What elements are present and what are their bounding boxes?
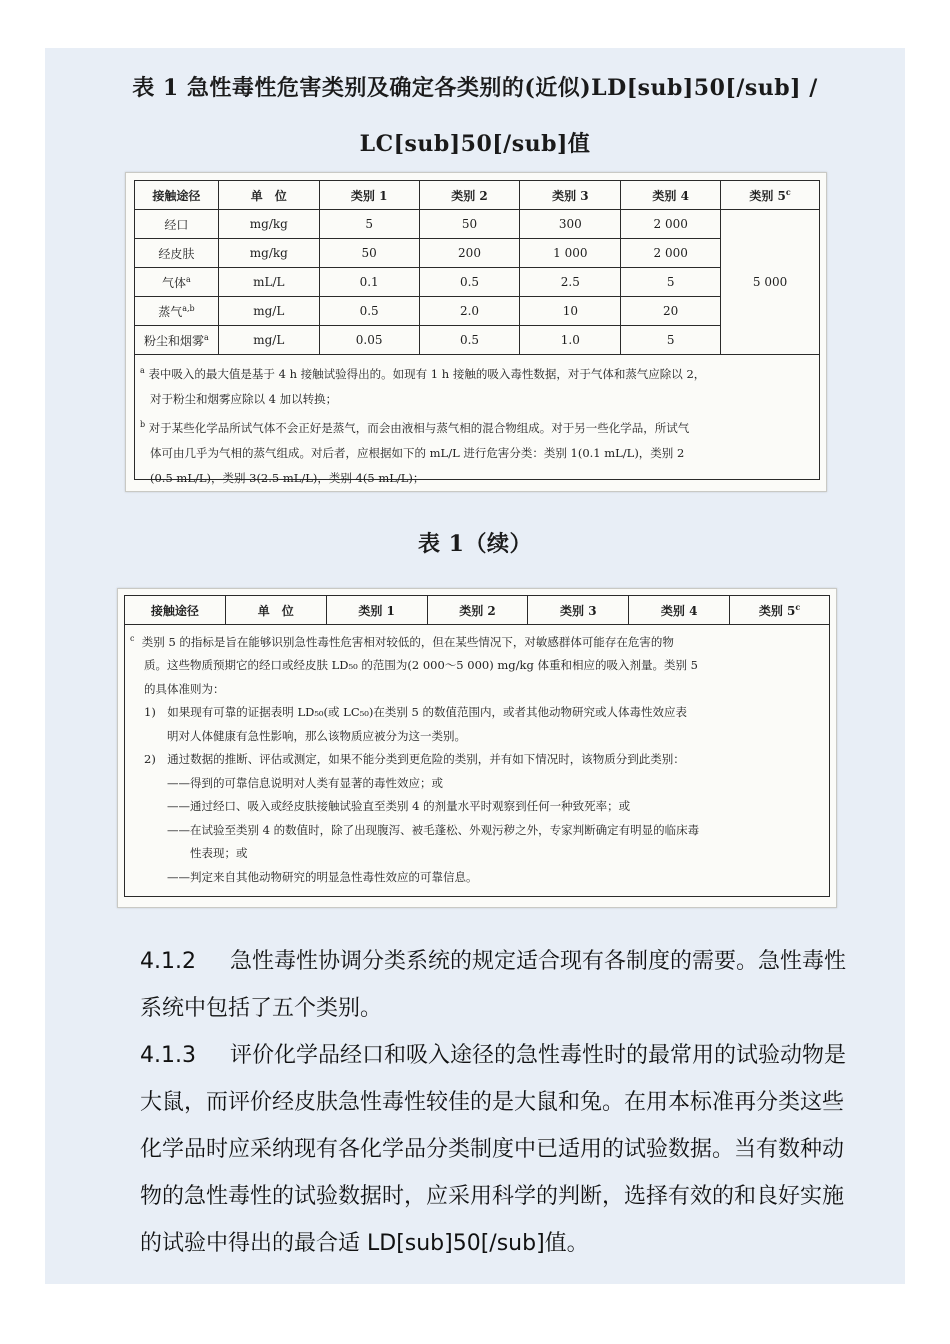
header-cat2: 类别 2 xyxy=(427,596,528,625)
note-c-line: ——通过经口、吸入或经皮肤接触试验直至类别 4 的剂量水平时观察到任何一种致死率；或 xyxy=(144,799,631,814)
note-c-line: ——得到的可靠信息说明对人类有显著的毒性效应；或 xyxy=(144,775,443,790)
note-a-line2: 对于粉尘和烟雾应除以 4 加以转换； xyxy=(150,391,338,406)
cell-cat1: 0.5 xyxy=(319,297,419,326)
route-sup: a,b xyxy=(182,303,195,313)
table-row xyxy=(135,239,820,268)
note-a-mark: a xyxy=(140,366,145,375)
cell-route xyxy=(135,268,219,297)
table-row xyxy=(135,210,820,239)
note-b-mark: b xyxy=(140,419,146,429)
header-cat5 xyxy=(721,181,820,210)
header-cat4: 类别 4 xyxy=(621,181,721,210)
table1-scan xyxy=(125,172,827,492)
table1-notes xyxy=(140,358,815,491)
cell-cat4: 2 000 xyxy=(621,210,721,239)
cell-cat3: 300 xyxy=(520,210,621,239)
cell-cat3: 10 xyxy=(520,297,621,326)
table-cont-header-row xyxy=(125,596,830,625)
cell-route xyxy=(135,210,219,239)
header-cat2: 类别 2 xyxy=(419,181,520,210)
cell-cat1: 0.05 xyxy=(319,326,419,355)
table1-cont-caption: 表 1（续） xyxy=(418,531,532,557)
cell-cat2: 2.0 xyxy=(419,297,520,326)
table1-cont-scan xyxy=(117,588,837,908)
table1-caption-line2: LC[sub]50[/sub]值 xyxy=(359,131,591,157)
table1-cont-notes xyxy=(130,627,830,889)
cell-cat2: 50 xyxy=(419,210,520,239)
route-label: 粉尘和烟雾 xyxy=(144,333,205,348)
cell-cat2: 0.5 xyxy=(419,326,520,355)
header-cat4: 类别 4 xyxy=(629,596,730,625)
paragraph-text: 评价化学品经口和吸入途径的急性毒性时的最常用的试验动物是大鼠，而评价经皮肤急性毒性较佳的是大鼠和兔。在用本标准再分类这些化学品时应采纳现有各化学品分类制度中已适用的试验数据。当有数种动物的急性毒性的试验数据时，应采用科学的判断，选择有效的和良好实施的试验中得出的最合适 LD[sub]50[/sub]值。 xyxy=(140,1043,846,1256)
cell-cat4: 5 xyxy=(621,268,721,297)
body-text xyxy=(90,938,860,1267)
cell-cat5-merged: 5 000 xyxy=(721,210,820,355)
cell-route xyxy=(135,239,219,268)
cell-unit: mL/L xyxy=(218,268,319,297)
cell-cat4: 5 xyxy=(621,326,721,355)
header-unit: 单 位 xyxy=(218,181,319,210)
note-c-line: 质。这些物质预期它的经口或经皮肤 LD₅₀ 的范围为(2 000～5 000) mg/kg 体重和相应的吸入剂量。类别 5 xyxy=(144,658,698,673)
cell-cat4: 20 xyxy=(621,297,721,326)
header-route: 接触途径 xyxy=(125,596,226,625)
cell-unit: mg/kg xyxy=(218,210,319,239)
header-cat5-sup: c xyxy=(785,186,791,197)
note-c-line: 明对人体健康有急性影响，那么该物质应被分为这一类别。 xyxy=(144,728,466,743)
cell-cat3: 1.0 xyxy=(520,326,621,355)
header-cat5-label: 类别 5 xyxy=(758,603,796,618)
note-c-line: ——在试验至类别 4 的数值时，除了出现腹泻、被毛蓬松、外观污秽之外，专家判断确定有明显的临床毒 xyxy=(144,822,700,837)
route-label: 蒸气 xyxy=(158,304,183,319)
toxicity-table-cont xyxy=(124,595,830,625)
cell-cat2: 0.5 xyxy=(419,268,520,297)
cell-cat4: 2 000 xyxy=(621,239,721,268)
header-cat5-label: 类别 5 xyxy=(749,188,786,203)
route-label: 经皮肤 xyxy=(158,246,195,261)
cell-route xyxy=(135,297,219,326)
header-cat3: 类别 3 xyxy=(528,596,629,625)
note-b-line1 xyxy=(140,412,815,441)
note-c-text: 类别 5 的指标是旨在能够识别急性毒性危害相对较低的，但在某些情况下，对敏感群体可能存在危害的物 xyxy=(141,634,674,649)
cell-cat3: 1 000 xyxy=(520,239,621,268)
note-a-line1 xyxy=(140,358,815,387)
cell-cat1: 0.1 xyxy=(319,268,419,297)
note-c-line: 性表现；或 xyxy=(144,846,248,861)
table1-caption-line1: 表 1 急性毒性危害类别及确定各类别的(近似)LD[sub]50[/sub] / xyxy=(132,75,818,101)
note-a-text1: 表中吸入的最大值是基于 4 h 接触试验得出的。如现有 1 h 接触的吸入毒性数据，对于气体和蒸气应除以 2， xyxy=(148,366,706,381)
section-number: 4.1.2 xyxy=(140,949,196,974)
toxicity-table xyxy=(134,180,820,355)
paragraph-4-1-3 xyxy=(90,1032,860,1267)
note-c-line: 1) 如果现有可靠的证据表明 LD₅₀(或 LC₅₀)在类别 5 的数值范围内，或者其他动物研究或人体毒性效应表 xyxy=(144,705,687,720)
cell-cat3: 2.5 xyxy=(520,268,621,297)
header-unit: 单 位 xyxy=(225,596,326,625)
route-label: 气体 xyxy=(162,275,187,290)
header-cat5 xyxy=(730,596,830,625)
header-cat5-sup: c xyxy=(795,601,801,612)
note-b-line3: (0.5 mL/L)，类别 3(2.5 mL/L)，类别 4(5 mL/L)； xyxy=(150,470,425,485)
note-c-line xyxy=(130,627,830,654)
table-row xyxy=(135,326,820,355)
cell-cat1: 50 xyxy=(319,239,419,268)
cell-cat2: 200 xyxy=(419,239,520,268)
cell-unit: mg/L xyxy=(218,326,319,355)
cell-unit: mg/kg xyxy=(218,239,319,268)
note-b-text1: 对于某些化学品所试气体不会正好是蒸气，而会由液相与蒸气相的混合物组成。对于另一些化学品，所试气 xyxy=(148,420,690,435)
header-route: 接触途径 xyxy=(135,181,219,210)
section-number: 4.1.3 xyxy=(140,1043,196,1068)
route-sup: a xyxy=(204,332,209,342)
table-header-row xyxy=(135,181,820,210)
header-cat1: 类别 1 xyxy=(319,181,419,210)
header-cat1: 类别 1 xyxy=(326,596,427,625)
cell-route xyxy=(135,326,219,355)
cell-cat1: 5 xyxy=(319,210,419,239)
paragraph-4-1-2 xyxy=(90,938,860,1032)
table-row xyxy=(135,268,820,297)
paragraph-text: 急性毒性协调分类系统的规定适合现有各制度的需要。急性毒性系统中包括了五个类别。 xyxy=(140,949,846,1021)
note-c-line: 的具体准则为： xyxy=(144,681,225,696)
table-row xyxy=(135,297,820,326)
note-c-mark: c xyxy=(130,634,135,643)
note-b-line2: 体可由几乎为气相的蒸气组成。对后者，应根据如下的 mL/L 进行危害分类：类别 1(0.1 mL/L)，类别 2 xyxy=(150,445,685,460)
route-label: 经口 xyxy=(164,217,189,232)
note-c-line: 2) 通过数据的推断、评估或测定，如果不能分类到更危险的类别，并有如下情况时，该物质分到此类别： xyxy=(144,752,685,767)
cell-unit: mg/L xyxy=(218,297,319,326)
table1-caption xyxy=(60,60,890,172)
header-cat3: 类别 3 xyxy=(520,181,621,210)
note-c-line: ——判定来自其他动物研究的明显急性毒性效应的可靠信息。 xyxy=(144,869,478,884)
route-sup: a xyxy=(186,274,191,284)
